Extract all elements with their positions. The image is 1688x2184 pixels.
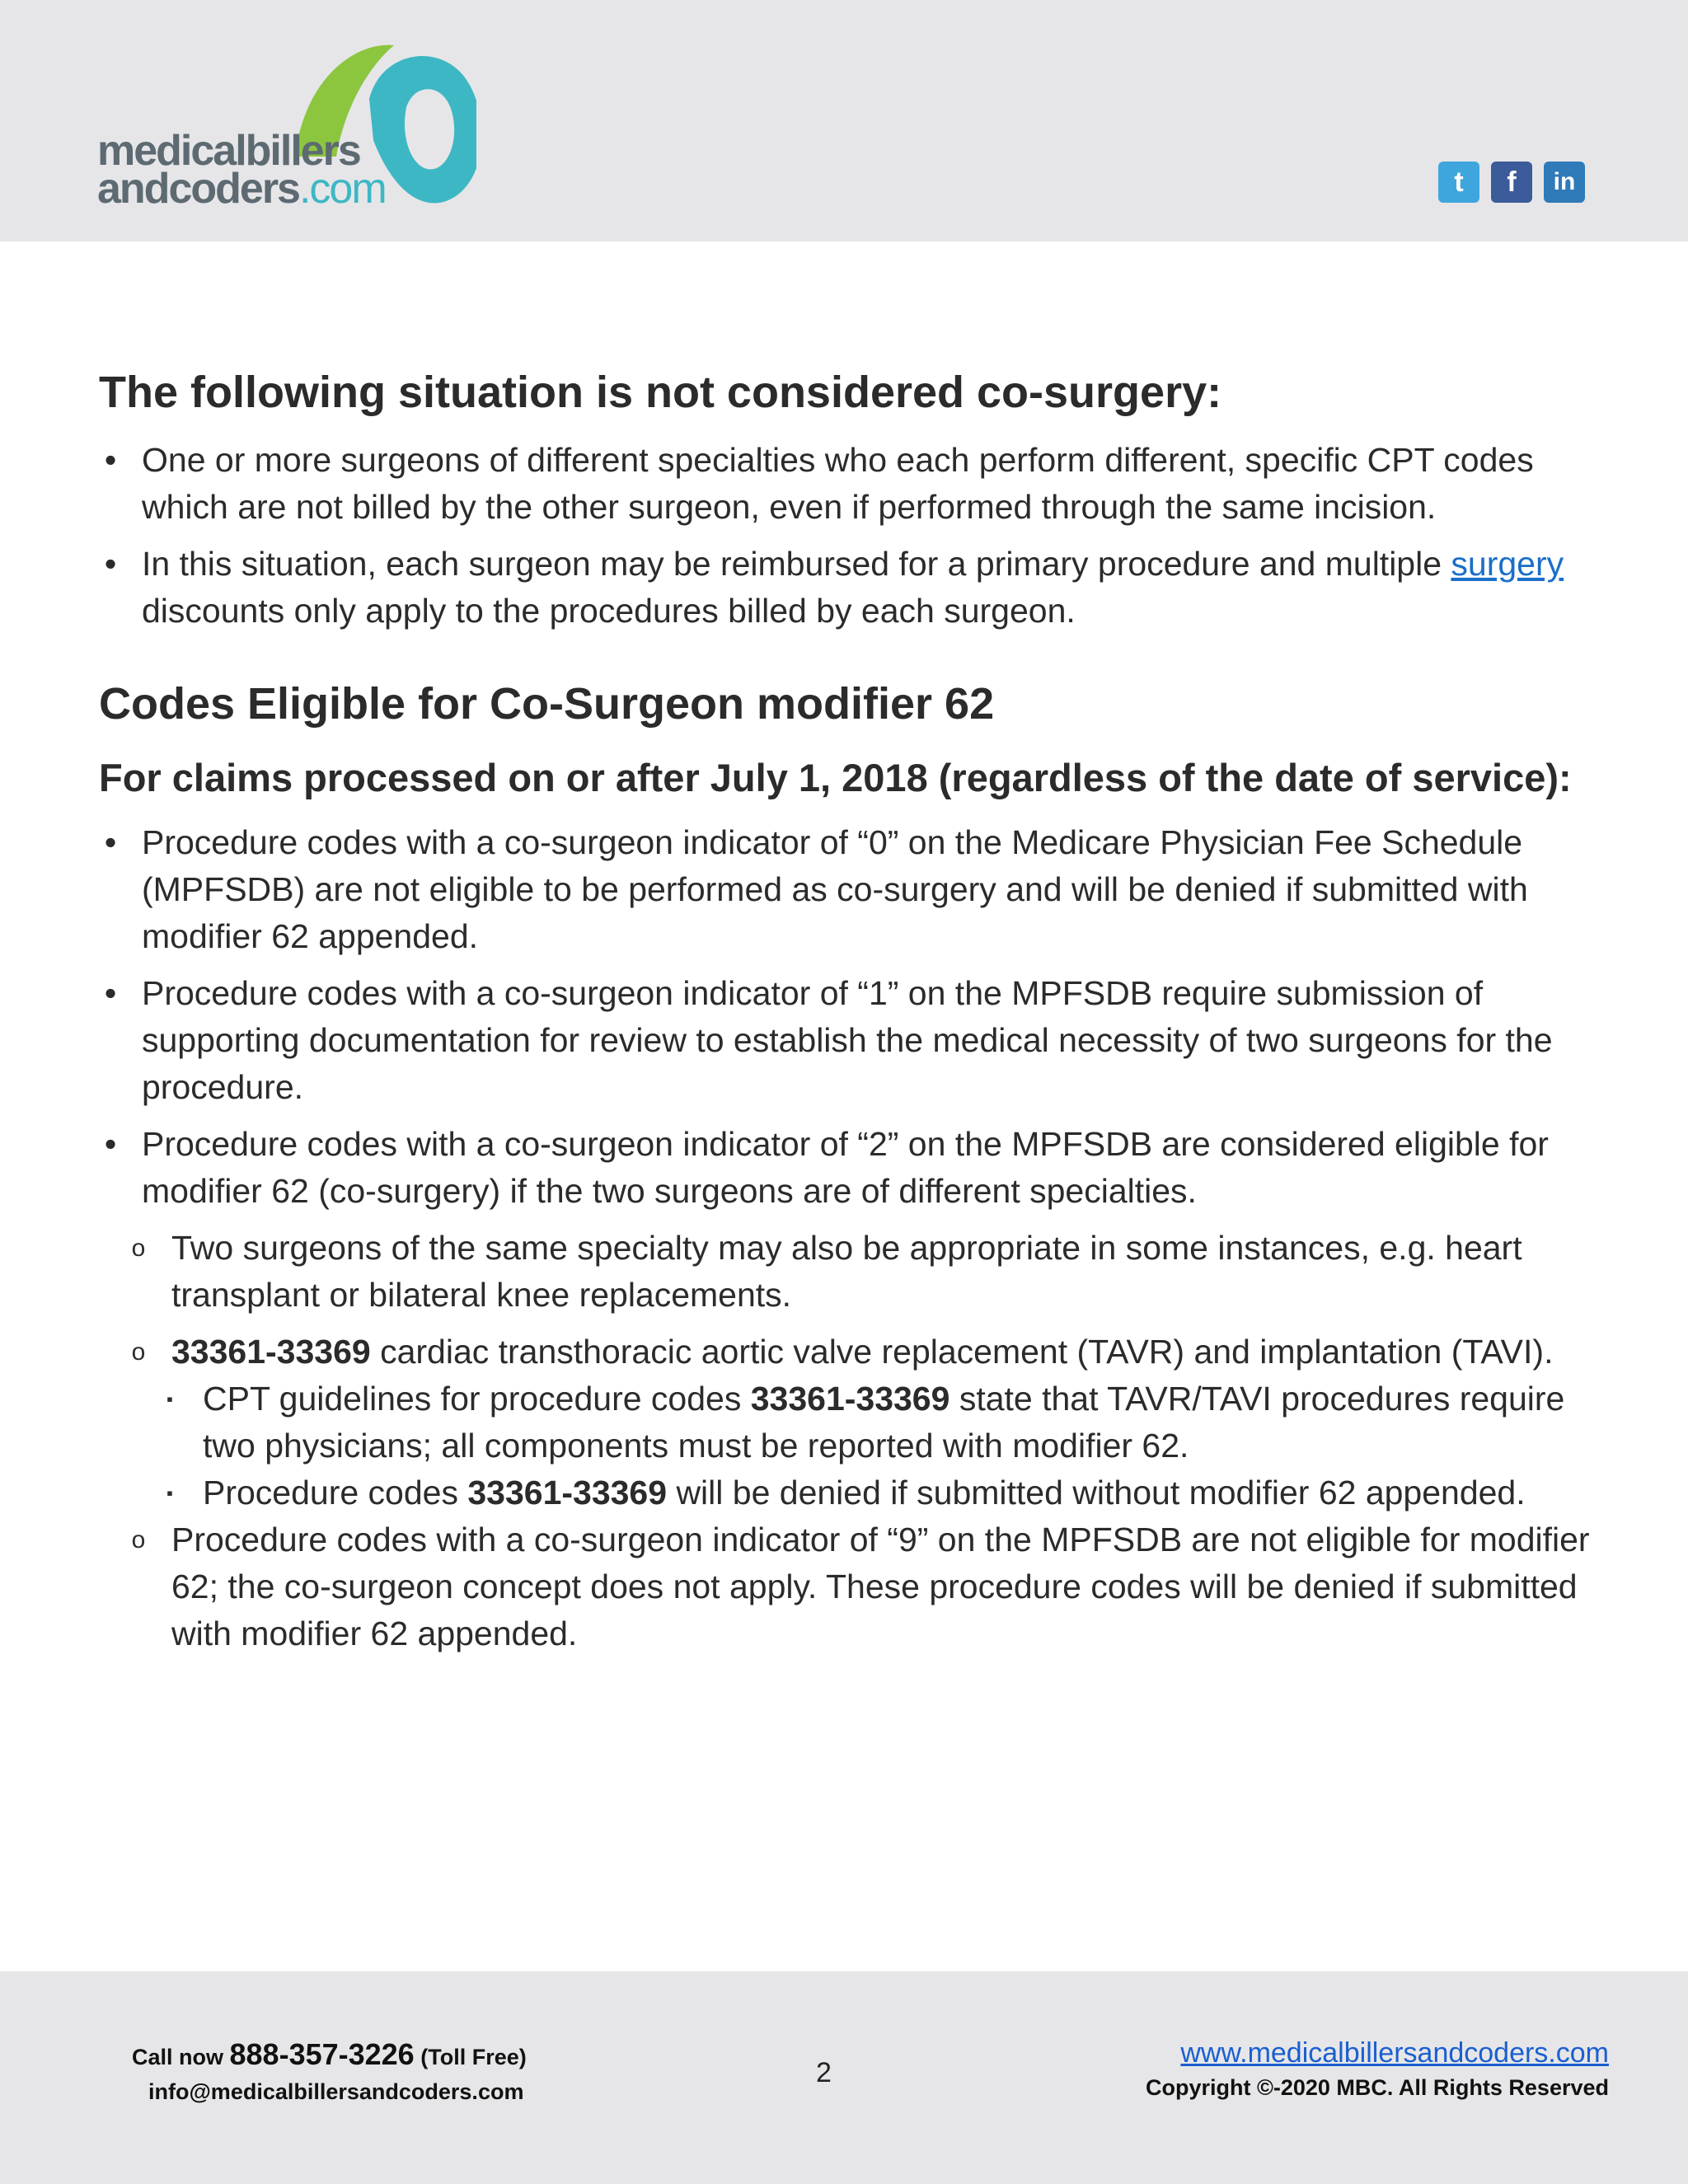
item-text: will be denied if submitted without modifier 62 appended. [667, 1474, 1526, 1511]
call-label: Call now [132, 2045, 230, 2069]
item-text: Procedure codes with a co-surgeon indicator of “9” on the MPFSDB are not eligible for modifier 62; the co-surgeon concept does not apply. These procedure codes will be denied if submitted with modifier 62 appended. [171, 1521, 1590, 1652]
section2-subheading: For claims processed on or after July 1, 2018 (regardless of the date of service): [99, 756, 1572, 799]
footer-contact [132, 2037, 527, 2109]
sub-bullet: o [131, 1235, 146, 1262]
twitter-icon[interactable]: t [1438, 162, 1479, 203]
square-bullet: ▪ [166, 1389, 173, 1409]
bullet: • [104, 823, 117, 861]
email-address[interactable]: info@medicalbillersandcoders.com [148, 2079, 524, 2104]
item-text: Procedure codes with a co-surgeon indicator of “0” on the Medicare Physician Fee Schedule (MPFSDB) are not eligible to be performed as co-surgery and will be denied if submitted with modifier 62 appended. [142, 823, 1528, 955]
page-header [0, 0, 1688, 241]
sub-bullet: o [131, 1526, 146, 1554]
website-link[interactable]: www.medicalbillersandcoders.com [1180, 2037, 1609, 2069]
main-content [99, 363, 1599, 1657]
footer-right [1146, 2036, 1609, 2105]
bullet: • [104, 1125, 117, 1163]
item-text: discounts only apply to the procedures billed by each surgeon. [142, 592, 1076, 630]
sub-sub-list-item [99, 1469, 1599, 1516]
code-range: 33361-33369 [750, 1380, 950, 1418]
bullet: • [104, 974, 117, 1012]
list-item [99, 541, 1599, 635]
linkedin-icon[interactable]: in [1544, 162, 1585, 203]
item-text: Procedure codes with a co-surgeon indicator of “1” on the MPFSDB require submission of supporting documentation for review to establish the medical necessity of two surgeons for the procedure. [142, 974, 1553, 1106]
copyright: Copyright ©-2020 MBC. All Rights Reserved [1145, 2075, 1609, 2100]
item-text: cardiac transthoracic aortic valve replacement (TAVR) and implantation (TAVI). [370, 1333, 1554, 1371]
surgery-link[interactable]: surgery [1451, 545, 1564, 583]
list-item [99, 819, 1599, 960]
sub-list-item [99, 1225, 1599, 1319]
item-text: Two surgeons of the same specialty may also be appropriate in some instances, e.g. heart transplant or bilateral knee replacements. [171, 1229, 1522, 1314]
sub-bullet: o [131, 1338, 146, 1366]
list-item [99, 970, 1599, 1111]
logo-com: .com [298, 165, 386, 213]
list-item [99, 437, 1599, 531]
item-text: CPT guidelines for procedure codes [203, 1380, 751, 1418]
sub-list-item [99, 1516, 1599, 1657]
phone-number[interactable]: 888-357-3226 [229, 2037, 415, 2071]
sub-list-item [99, 1329, 1599, 1376]
item-text: Procedure codes with a co-surgeon indicator of “2” on the MPFSDB are considered eligible for modifier 62 (co-surgery) if the two surgeons are of different specialties. [142, 1125, 1549, 1210]
section1-heading: The following situation is not considered co-surgery: [99, 368, 1222, 417]
social-links [1438, 162, 1585, 203]
square-bullet: ▪ [166, 1483, 173, 1503]
page-footer [0, 1971, 1688, 2184]
sub-sub-list-item [99, 1376, 1599, 1469]
logo-line2: andcoders [97, 165, 299, 213]
logo-line1: medicalbillers [97, 127, 360, 175]
facebook-icon[interactable]: f [1491, 162, 1532, 203]
list-item [99, 1121, 1599, 1215]
item-text: state that TAVR/TAVI procedures require two physicians; all components must be reported with modifier 62. [203, 1380, 1565, 1465]
toll-free-label: (Toll Free) [414, 2045, 527, 2069]
bullet: • [104, 545, 117, 583]
item-text: In this situation, each surgeon may be reimbursed for a primary procedure and multiple [142, 545, 1451, 583]
item-text: Procedure codes [203, 1474, 468, 1511]
item-text: One or more surgeons of different specialties who each perform different, specific CPT codes which are not billed by the other surgeon, even if performed through the same incision. [142, 441, 1534, 526]
logo-text[interactable] [97, 127, 386, 213]
section2-heading: Codes Eligible for Co-Surgeon modifier 62 [99, 679, 995, 729]
page-number: 2 [816, 2057, 832, 2088]
code-range: 33361-33369 [171, 1333, 371, 1371]
code-range: 33361-33369 [467, 1474, 668, 1511]
bullet: • [104, 441, 117, 479]
